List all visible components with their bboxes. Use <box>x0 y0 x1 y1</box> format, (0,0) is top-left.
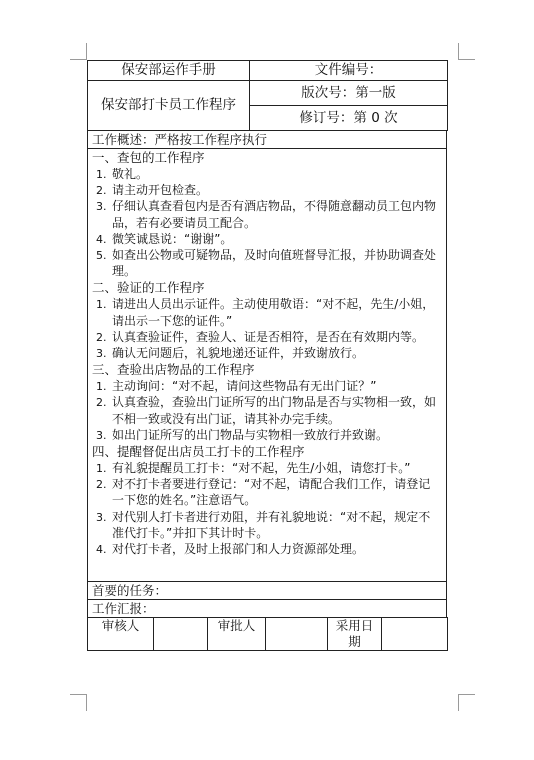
tasks-label: 首要的任务： <box>88 582 447 600</box>
section-title: 四、提醒督促出店员工打卡的工作程序 <box>92 444 305 460</box>
list-item: 2. 请主动开包检查。 <box>110 182 442 198</box>
doc-no-label: 文件编号： <box>250 61 448 81</box>
list-item: 1. 主动询问：“对不起，请问这些物品有无出门证？” <box>110 378 442 394</box>
approver-label: 审批人 <box>208 618 266 651</box>
crop-mark-bottom-left <box>70 694 87 711</box>
list-item: 4. 对代打卡者，及时上报部门和人力资源部处理。 <box>110 541 442 557</box>
list-item: 1. 敬礼。 <box>110 166 442 182</box>
document-page <box>87 60 447 651</box>
section-goods-check <box>92 361 442 443</box>
doc-title: 保安部打卡员工作程序 <box>88 81 250 131</box>
section-clock-in-reminder <box>92 443 442 557</box>
version-label: 版次号：第一版 <box>250 81 448 106</box>
overview: 工作概述：严格按工作程序执行 <box>88 131 447 149</box>
body-table <box>87 130 447 618</box>
section-bag-check <box>92 149 442 279</box>
list-item: 2. 对不打卡者要进行登记：“对不起，请配合我们工作，请登记一下您的姓名。”注意语气。 <box>110 476 442 508</box>
report-label: 工作汇报： <box>88 600 447 618</box>
list-item: 3. 确认无问题后，礼貌地递还证件，并致谢放行。 <box>110 345 442 361</box>
crop-mark-bottom-right <box>458 694 475 711</box>
signature-table <box>87 617 448 651</box>
revision-label: 修订号：第 0 次 <box>250 106 448 131</box>
procedure-list <box>92 296 442 361</box>
list-item: 2. 认真查验，查验出门证所写的出门物品是否与实物相一致，如不相一致或没有出门证，请其补办完手续。 <box>110 394 442 426</box>
section-title: 三、查验出店物品的工作程序 <box>92 362 255 378</box>
section-title: 二、验证的工作程序 <box>92 280 205 296</box>
procedure-content <box>88 149 447 582</box>
list-item: 4. 微笑诚恳说：“谢谢”。 <box>110 231 442 247</box>
approver-value <box>266 618 328 651</box>
procedure-list <box>92 166 442 279</box>
adopt-date-label: 采用日期 <box>328 618 382 651</box>
section-id-check <box>92 279 442 361</box>
list-item: 1. 有礼貌提醒员工打卡：“对不起，先生/小姐，请您打卡。” <box>110 460 442 476</box>
list-item: 2. 认真查验证件，查验人、证是否相符，是否在有效期内等。 <box>110 329 442 345</box>
procedure-list <box>92 378 442 443</box>
reviewer-label: 审核人 <box>88 618 154 651</box>
section-title: 一、查包的工作程序 <box>92 150 205 165</box>
adopt-date-value <box>382 618 448 651</box>
crop-mark-top-right <box>458 43 475 60</box>
procedure-list <box>92 460 442 557</box>
header-table <box>87 60 448 131</box>
list-item: 1. 请进出人员出示证件。主动使用敬语：“对不起，先生/小姐，请出示一下您的证件。” <box>110 296 442 328</box>
manual-title: 保安部运作手册 <box>88 61 250 81</box>
list-item: 3. 仔细认真查看包内是否有酒店物品，不得随意翻动员工包内物品，若有必要请员工配合。 <box>110 198 442 230</box>
crop-mark-top-left <box>70 43 87 60</box>
reviewer-value <box>154 618 208 651</box>
list-item: 3. 对代别人打卡者进行劝阻，并有礼貌地说：“对不起，规定不准代打卡。”并扣下其计时卡。 <box>110 509 442 541</box>
list-item: 3. 如出门证所写的出门物品与实物相一致放行并致谢。 <box>110 427 442 443</box>
list-item: 5. 如查出公物或可疑物品，及时向值班督导汇报，并协助调查处理。 <box>110 247 442 279</box>
